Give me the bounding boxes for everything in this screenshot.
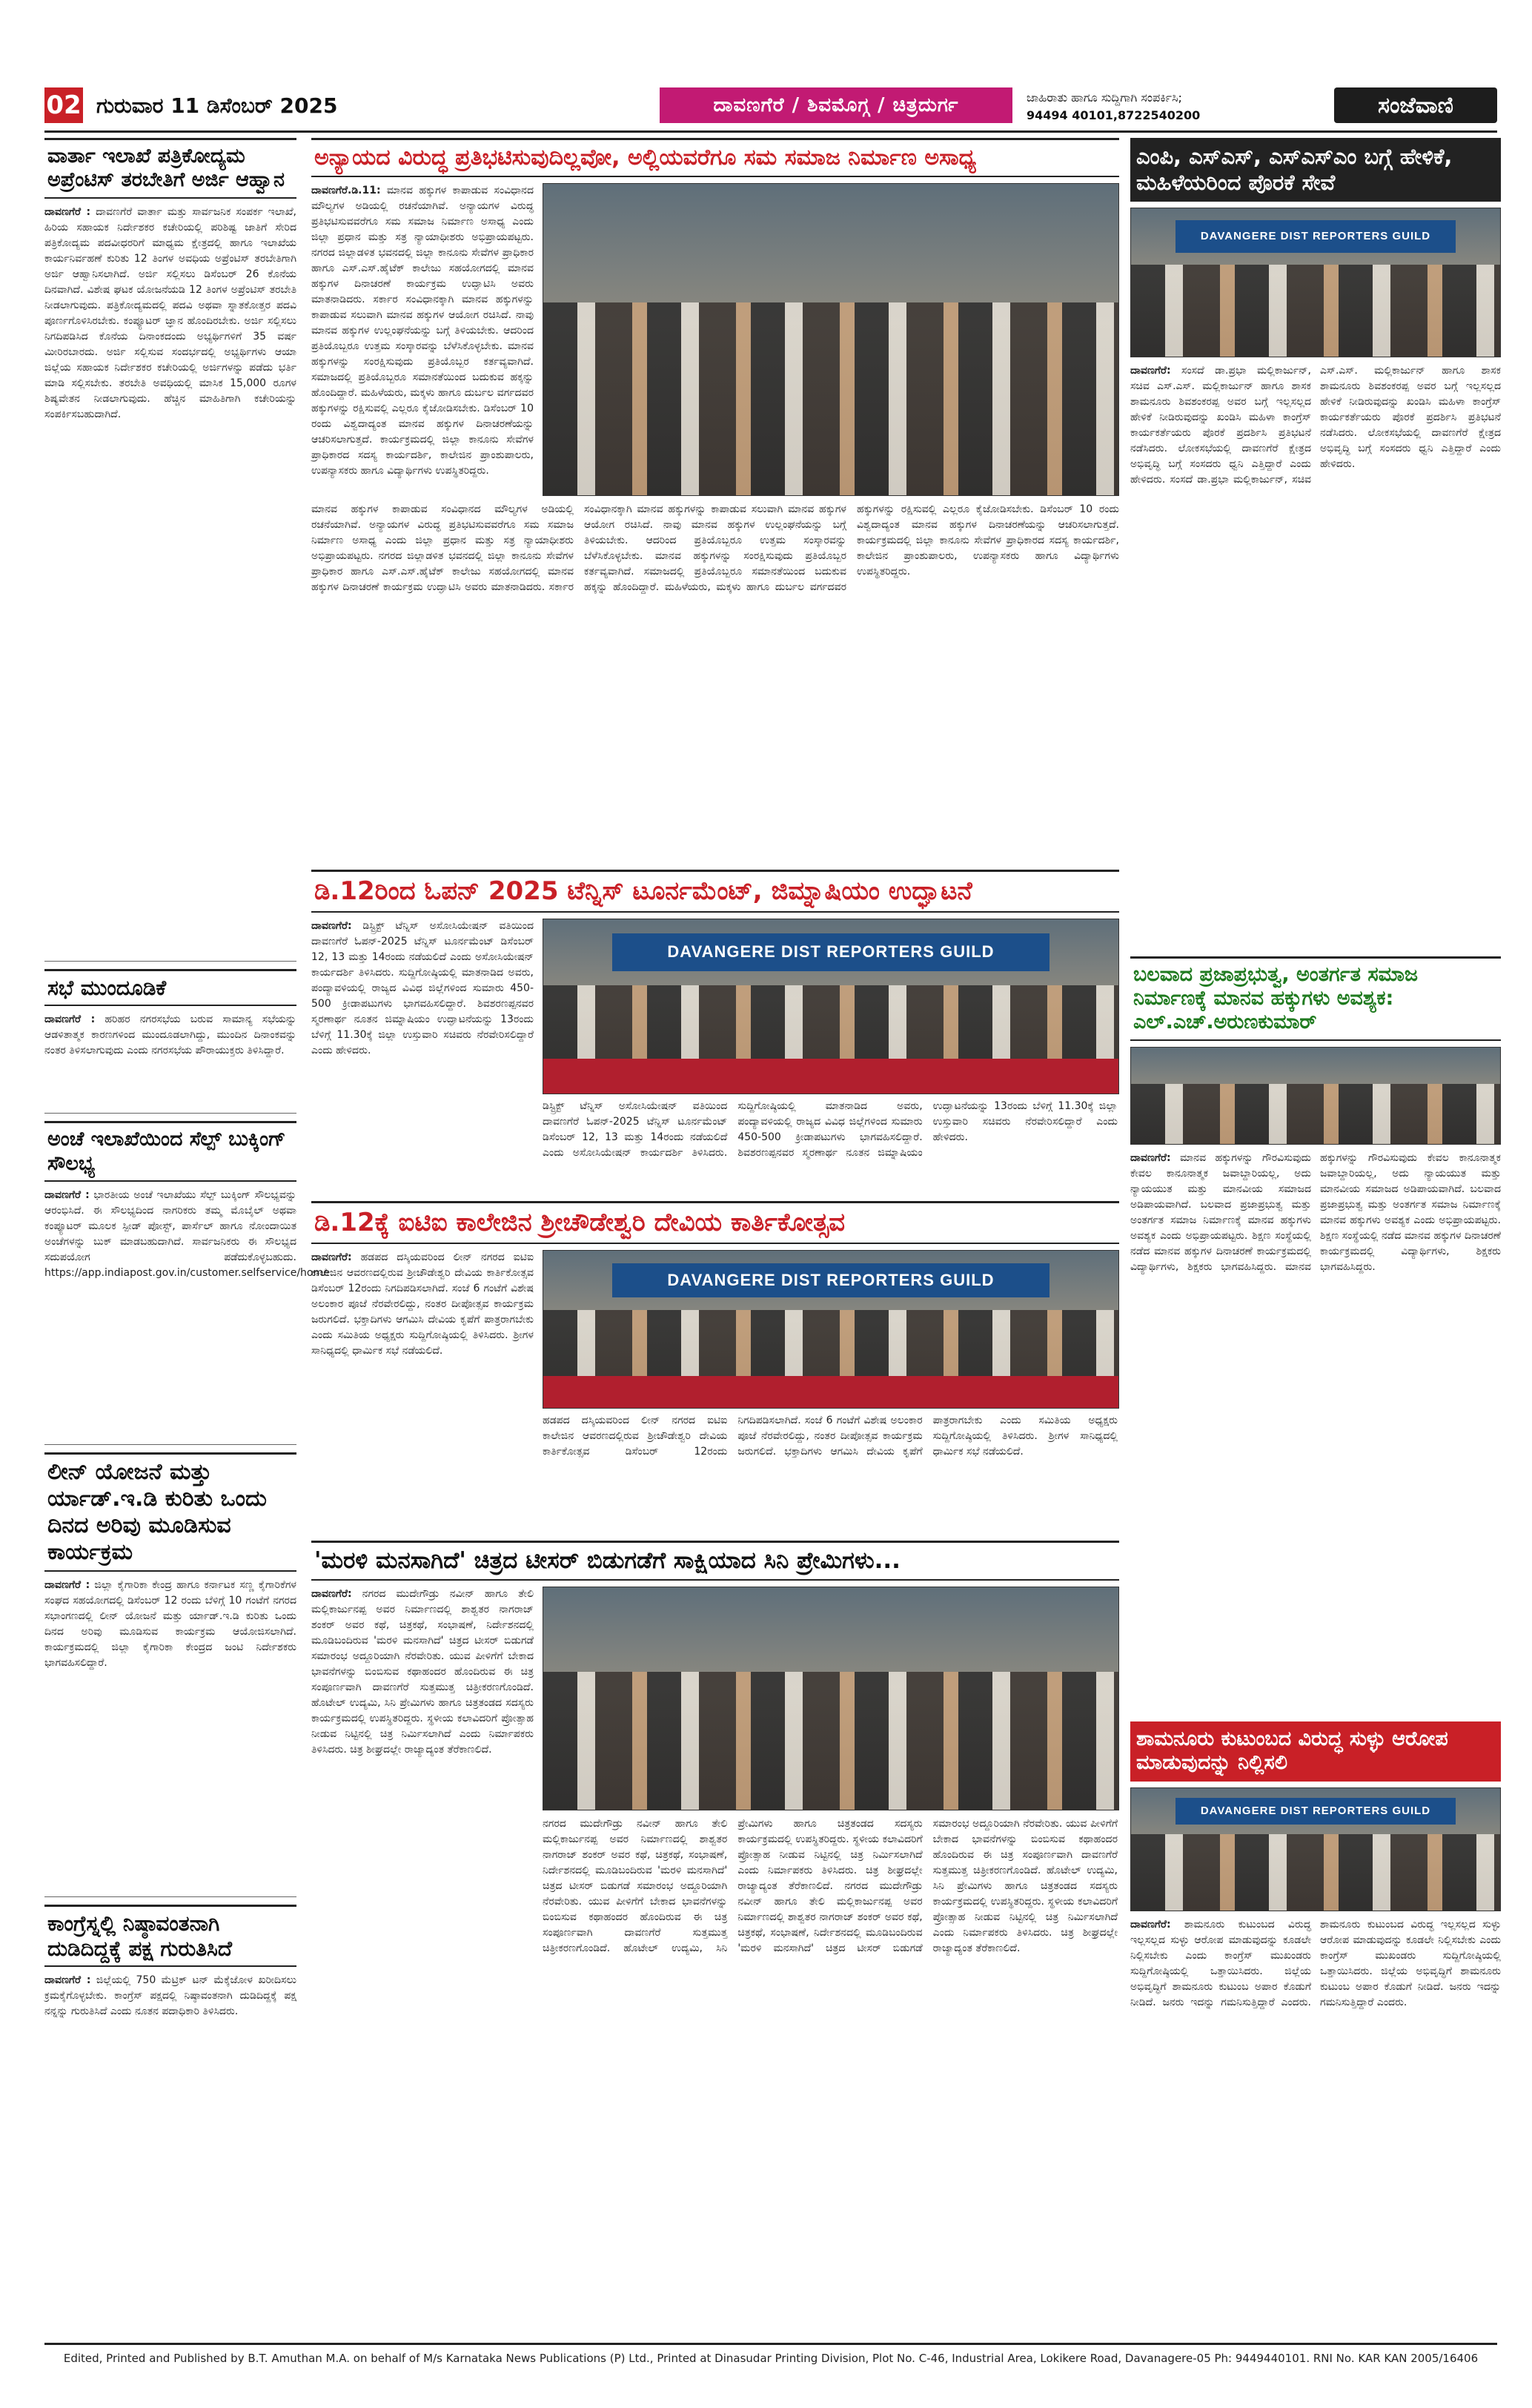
story-body (543, 1816, 1118, 2223)
story-headline: ಎಂಪಿ, ಎಸ್‌ಎಸ್, ಎಸ್‌ಎಸ್‌ಎಂ ಬಗ್ಗೆ ಹೇಳಿಕೆ, ಮಹಿಳೆಯರಿಂದ ಪೊರಕೆ ಸೇವೆ (1130, 138, 1501, 202)
story-film (311, 1587, 1119, 2224)
dateline: ದಾವಣಗೆರೆ: (1130, 1918, 1171, 1931)
ad-contact-phone: 94494 40101,8722540200 (1027, 108, 1201, 122)
story-text: ಮಾನವ ಹಕ್ಕುಗಳ ಕಾಪಾಡುವ ಸಂವಿಧಾನದ ಮೌಲ್ಯಗಳ ಅಡಿಯಲ್ಲಿ ರಚನೆಯಾಗಿವೆ. ಅನ್ಯಾಯಗಳ ವಿರುದ್ಧ ಪ್ರತಿಭಟಿಸುವವರೆಗೂ ಸಮ ಸಮಾಜ ನಿರ್ಮಾಣ ಅಸಾಧ್ಯ ಎಂದು ಜಿಲ್ಲಾ ಪ್ರಧಾನ ಮತ್ತು ಸತ್ರ ನ್ಯಾಯಾಧೀಶರು ಅಭಿಪ್ರಾಯಪಟ್ಟರು. ನಗರದ ಜಿಲ್ಲಾಡಳಿತ ಭವನದಲ್ಲಿ ಜಿಲ್ಲಾ ಕಾನೂನು ಸೇವೆಗಳ ಪ್ರಾಧಿಕಾರ ಹಾಗೂ ಎಸ್.ಎಸ್.ಹೈಟೆಕ್ ಕಾಲೇಜು ಸಹಯೋಗದಲ್ಲಿ ಮಾನವ ಹಕ್ಕುಗಳ ದಿನಾಚರಣೆ ಕಾರ್ಯಕ್ರಮ ಉದ್ಘಾಟಿಸಿ ಅವರು ಮಾತನಾಡಿದರು. ಸರ್ಕಾರ ಸಂವಿಧಾನಕ್ಕಾಗಿ ಮಾನವ ಹಕ್ಕುಗಳನ್ನು ಕಾಪಾಡುವ ಸಲುವಾಗಿ ಮಾನವ ಹಕ್ಕುಗಳ ಆಯೋಗ ರಚಿಸಿದೆ. ನಾವು ಮಾನವ ಹಕ್ಕುಗಳ ಉಲ್ಲಂಘನೆಯನ್ನು ಬಗ್ಗೆ ತಿಳಿಯಬೇಕು. ಆದರಿಂದ ಪ್ರತಿಯೊಬ್ಬರೂ ಉತ್ತಮ ಸಂಸ್ಕಾರವನ್ನು ಬೆಳೆಸಿಕೊಳ್ಳಬೇಕು. ಮಾನವ ಹಕ್ಕುಗಳನ್ನು ಸಂರಕ್ಷಿಸುವುದು ಪ್ರತಿಯೊಬ್ಬರ ಕರ್ತವ್ಯವಾಗಿದೆ. ಸಮಾಜದಲ್ಲಿ ಪ್ರತಿಯೊಬ್ಬರೂ ಸಮಾನತೆಯಿಂದ ಬದುಕುವ ಹಕ್ಕನ್ನು ಹೊಂದಿದ್ದಾರೆ. ಮಹಿಳೆಯರು, ಮಕ್ಕಳು ಹಾಗೂ ದುರ್ಬಲ ವರ್ಗದವರ ಹಕ್ಕುಗಳನ್ನು ರಕ್ಷಿಸುವಲ್ಲಿ ಎಲ್ಲರೂ ಕೈಜೋಡಿಸಬೇಕು. ಡಿಸೆಂಬರ್ 10 ರಂದು ವಿಶ್ವದಾದ್ಯಂತ ಮಾನವ ಹಕ್ಕುಗಳ ದಿನಾಚರಣೆಯನ್ನು ಆಚರಿಸಲಾಗುತ್ತದೆ. ಕಾರ್ಯಕ್ರಮದಲ್ಲಿ ಜಿಲ್ಲಾ ಕಾನೂನು ಸೇವೆಗಳ ಪ್ರಾಧಿಕಾರದ ಸದಸ್ಯ ಕಾರ್ಯದರ್ಶಿ, ಕಾಲೇಜಿನ ಪ್ರಾಂಶುಪಾಲರು, ಉಪನ್ಯಾಸಕರು ಹಾಗೂ ವಿದ್ಯಾರ್ಥಿಗಳು ಉಪಸ್ಥಿತರಿದ್ದರು. (311, 503, 1119, 593)
story-body (1130, 363, 1501, 949)
photo-banner: DAVANGERE DIST REPORTERS GUILD (612, 933, 1049, 972)
story-body (543, 1099, 1118, 1194)
people-group (1131, 1084, 1500, 1144)
dateline: ದಾವಣಗೆರೆ.ಡಿ.11: (311, 185, 381, 196)
dateline: ದಾವಣಗೆರೆ: (311, 1251, 352, 1263)
story-body (311, 919, 534, 1193)
story-body (311, 1587, 534, 2224)
region-banner: ದಾವಣಗೆರೆ / ಶಿವಮೊಗ್ಗ / ಚಿತ್ರದುರ್ಗ (660, 87, 1012, 123)
story-photo (1130, 1047, 1501, 1145)
story-text: ಡಿಸ್ಟ್ರಿಕ್ಟ್ ಟೆನ್ನಿಸ್ ಅಸೋಸಿಯೇಷನ್ ವತಿಯಿಂದ ದಾವಣಗೆರೆ ಓಪನ್-2025 ಟೆನ್ನಿಸ್ ಟೂರ್ನಮೆಂಟ್ ಡಿಸೆಂಬರ್ 12, 13 ಮತ್ತು 14ರಂದು ನಡೆಯಲಿದೆ ಎಂದು ಅಸೋಸಿಯೇಷನ್ ಕಾರ್ಯದರ್ಶಿ ತಿಳಿಸಿದರು. ಸುದ್ದಿಗೋಷ್ಠಿಯಲ್ಲಿ ಮಾತನಾಡಿದ ಅವರು, ಪಂದ್ಯಾವಳಿಯಲ್ಲಿ ರಾಜ್ಯದ ವಿವಿಧ ಜಿಲ್ಲೆಗಳಿಂದ ಸುಮಾರು 450-500 ಕ್ರೀಡಾಪಟುಗಳು ಭಾಗವಹಿಸಲಿದ್ದಾರೆ. ಶಿವಶರಣಪ್ಪನವರ ಸ್ಮರಣಾರ್ಥ ನೂತನ ಜಿಮ್ನಾಷಿಯಂ ಉದ್ಘಾಟನೆಯನ್ನು 13ರಂದು ಬೆಳಿಗ್ಗೆ 11.30ಕ್ಕೆ ಜಿಲ್ಲಾ ಉಸ್ತುವಾರಿ ಸಚಿವರು ನೆರವೇರಿಸಲಿದ್ದಾರೆ ಎಂದು ಹೇಳಿದರು. (543, 1099, 1118, 1159)
story-headline: ವಾರ್ತಾ ಇಲಾಖೆ ಪತ್ರಿಕೋದ್ಯಮ ಅಪ್ರೆಂಟಿಸ್ ತರಬೇತಿಗೆ ಅರ್ಜಿ ಆಹ್ವಾನ (44, 138, 296, 199)
story-headline: ಕಾಂಗ್ರೆಸ್ನಲ್ಲಿ ನಿಷ್ಠಾವಂತನಾಗಿ ದುಡಿದಿದ್ದಕ್ಕೆ ಪಕ್ಷ ಗುರುತಿಸಿದೆ (44, 1905, 296, 1967)
story-text: ಮಾನವ ಹಕ್ಕುಗಳ ಕಾಪಾಡುವ ಸಂವಿಧಾನದ ಮೌಲ್ಯಗಳ ಅಡಿಯಲ್ಲಿ ರಚನೆಯಾಗಿವೆ. ಅನ್ಯಾಯಗಳ ವಿರುದ್ಧ ಪ್ರತಿಭಟಿಸುವವರೆಗೂ ಸಮ ಸಮಾಜ ನಿರ್ಮಾಣ ಅಸಾಧ್ಯ ಎಂದು ಜಿಲ್ಲಾ ಪ್ರಧಾನ ಮತ್ತು ಸತ್ರ ನ್ಯಾಯಾಧೀಶರು ಅಭಿಪ್ರಾಯಪಟ್ಟರು. ನಗರದ ಜಿಲ್ಲಾಡಳಿತ ಭವನದಲ್ಲಿ ಜಿಲ್ಲಾ ಕಾನೂನು ಸೇವೆಗಳ ಪ್ರಾಧಿಕಾರ ಹಾಗೂ ಎಸ್.ಎಸ್.ಹೈಟೆಕ್ ಕಾಲೇಜು ಸಹಯೋಗದಲ್ಲಿ ಮಾನವ ಹಕ್ಕುಗಳ ದಿನಾಚರಣೆ ಕಾರ್ಯಕ್ರಮ ಉದ್ಘಾಟಿಸಿ ಅವರು ಮಾತನಾಡಿದರು. ಸರ್ಕಾರ ಸಂವಿಧಾನಕ್ಕಾಗಿ ಮಾನವ ಹಕ್ಕುಗಳನ್ನು ಕಾಪಾಡುವ ಸಲುವಾಗಿ ಮಾನವ ಹಕ್ಕುಗಳ ಆಯೋಗ ರಚಿಸಿದೆ. ನಾವು ಮಾನವ ಹಕ್ಕುಗಳ ಉಲ್ಲಂಘನೆಯನ್ನು ಬಗ್ಗೆ ತಿಳಿಯಬೇಕು. ಆದರಿಂದ ಪ್ರತಿಯೊಬ್ಬರೂ ಉತ್ತಮ ಸಂಸ್ಕಾರವನ್ನು ಬೆಳೆಸಿಕೊಳ್ಳಬೇಕು. ಮಾನವ ಹಕ್ಕುಗಳನ್ನು ಸಂರಕ್ಷಿಸುವುದು ಪ್ರತಿಯೊಬ್ಬರ ಕರ್ತವ್ಯವಾಗಿದೆ. ಸಮಾಜದಲ್ಲಿ ಪ್ರತಿಯೊಬ್ಬರೂ ಸಮಾನತೆಯಿಂದ ಬದುಕುವ ಹಕ್ಕನ್ನು ಹೊಂದಿದ್ದಾರೆ. ಮಹಿಳೆಯರು, ಮಕ್ಕಳು ಹಾಗೂ ದುರ್ಬಲ ವರ್ಗದವರ ಹಕ್ಕುಗಳನ್ನು ರಕ್ಷಿಸುವಲ್ಲಿ ಎಲ್ಲರೂ ಕೈಜೋಡಿಸಬೇಕು. ಡಿಸೆಂಬರ್ 10 ರಂದು ವಿಶ್ವದಾದ್ಯಂತ ಮಾನವ ಹಕ್ಕುಗಳ ದಿನಾಚರಣೆಯನ್ನು ಆಚರಿಸಲಾಗುತ್ತದೆ. ಕಾರ್ಯಕ್ರಮದಲ್ಲಿ ಜಿಲ್ಲಾ ಕಾನೂನು ಸೇವೆಗಳ ಪ್ರಾಧಿಕಾರದ ಸದಸ್ಯ ಕಾರ್ಯದರ್ಶಿ, ಕಾಲೇಜಿನ ಪ್ರಾಂಶುಪಾಲರು, ಉಪನ್ಯಾಸಕರು ಹಾಗೂ ವಿದ್ಯಾರ್ಥಿಗಳು ಉಪಸ್ಥಿತರಿದ್ದರು. (311, 185, 534, 477)
photo-banner: DAVANGERE DIST REPORTERS GUILD (1175, 1798, 1456, 1825)
story-photo (543, 1587, 1119, 1810)
story-body (44, 1973, 296, 2188)
story-text: ಸಂಸದೆ ಡಾ.ಪ್ರಭಾ ಮಲ್ಲಿಕಾರ್ಜುನ್, ಸಚಿವ ಎಸ್.ಎಸ್. ಮಲ್ಲಿಕಾರ್ಜುನ್ ಹಾಗೂ ಶಾಸಕ ಶಾಮನೂರು ಶಿವಶಂಕರಪ್ಪ ಅವರ ಬಗ್ಗೆ ಇಲ್ಲಸಲ್ಲದ ಹೇಳಿಕೆ ನೀಡಿರುವುದನ್ನು ಖಂಡಿಸಿ ಮಹಿಳಾ ಕಾಂಗ್ರೆಸ್ ಕಾರ್ಯಕರ್ತೆಯರು ಪೊರಕೆ ಪ್ರದರ್ಶಿಸಿ ಪ್ರತಿಭಟನೆ ನಡೆಸಿದರು. ಲೋಕಸಭೆಯಲ್ಲಿ ದಾವಣಗೆರೆ ಕ್ಷೇತ್ರದ ಅಭಿವೃದ್ಧಿ ಬಗ್ಗೆ ಸಂಸದರು ಧ್ವನಿ ಎತ್ತಿದ್ದಾರೆ ಎಂದು ಹೇಳಿದರು. (1130, 364, 1311, 486)
story-karthikotsava (311, 1250, 1119, 1533)
dateline: ದಾವಣಗೆರೆ : (44, 1189, 90, 1202)
story-body (44, 1578, 296, 1889)
story-body (44, 1012, 296, 1105)
dateline: ದಾವಣಗೆರೆ: (1130, 1151, 1171, 1164)
story-headline: ಡಿ.12ಕ್ಕೆ ಐಟಿಐ ಕಾಲೇಜಿನ ಶ್ರೀಚೌಡೇಶ್ವರಿ ದೇವಿಯ ಕಾರ್ತಿಕೋತ್ಸವ (311, 1201, 1119, 1244)
story-body (543, 1413, 1118, 1533)
divider (44, 1896, 296, 1897)
story-text: ಜಿಲ್ಲೆಯಲ್ಲಿ 750 ಮೆಟ್ರಿಕ್ ಟನ್ ಮೆಕ್ಕೆಜೋಳ ಖರೀದಿಸಲು ಕ್ರಮಕೈಗೊಳ್ಳಬೇಕು. ಕಾಂಗ್ರೆಸ್ ಪಕ್ಷದಲ್ಲಿ ನಿಷ್ಠಾವಂತನಾಗಿ ದುಡಿದಿದ್ದಕ್ಕೆ ಪಕ್ಷ ನನ್ನನ್ನು ಗುರುತಿಸಿದೆ ಎಂದು ನೂತನ ಪದಾಧಿಕಾರಿ ತಿಳಿಸಿದರು. (44, 1974, 297, 2018)
dateline: ದಾವಣಗೆರೆ: (311, 1587, 352, 1600)
story-text: ನಗರದ ಮುದೇಗೌಡ್ರು ನವೀನ್ ಹಾಗೂ ತೇಲಿ ಮಲ್ಲಿಕಾರ್ಜುನಪ್ಪ ಅವರ ನಿರ್ಮಾಣದಲ್ಲಿ ಶಾಶ್ವತರ ನಾಗರಾಜ್ ಶಂಕರ್ ಅವರ ಕಥೆ, ಚಿತ್ರಕಥೆ, ಸಂಭಾಷಣೆ, ನಿರ್ದೇಶನದಲ್ಲಿ ಮೂಡಿಬಂದಿರುವ 'ಮರಳಿ ಮನಸಾಗಿದೆ' ಚಿತ್ರದ ಟೀಸರ್ ಬಿಡುಗಡೆ ಸಮಾರಂಭ ಅದ್ದೂರಿಯಾಗಿ ನೆರವೇರಿತು. ಯುವ ಪೀಳಿಗೆಗೆ ಬೇಕಾದ ಭಾವನೆಗಳನ್ನು ಬಿಂಬಿಸುವ ಕಥಾಹಂದರ ಹೊಂದಿರುವ ಈ ಚಿತ್ರ ಸಂಪೂರ್ಣವಾಗಿ ದಾವಣಗೆರೆ ಸುತ್ತಮುತ್ತ ಚಿತ್ರೀಕರಣಗೊಂಡಿದೆ. ಹೊಟೇಲ್ ಉದ್ಯಮಿ, ಸಿನಿ ಪ್ರೇಮಿಗಳು ಹಾಗೂ ಚಿತ್ರತಂಡದ ಸದಸ್ಯರು ಕಾರ್ಯಕ್ರಮದಲ್ಲಿ ಉಪಸ್ಥಿತರಿದ್ದರು. ಸ್ಥಳೀಯ ಕಲಾವಿದರಿಗೆ ಪ್ರೋತ್ಸಾಹ ನೀಡುವ ನಿಟ್ಟಿನಲ್ಲಿ ಚಿತ್ರ ನಿರ್ಮಿಸಲಾಗಿದೆ ಎಂದು ನಿರ್ಮಾಪಕರು ತಿಳಿಸಿದರು. ಚಿತ್ರ ಶೀಘ್ರದಲ್ಲೇ ರಾಜ್ಯಾದ್ಯಂತ ತೆರೆಕಾಣಲಿದೆ. (311, 1587, 534, 1756)
ad-contact-label: ಜಾಹಿರಾತು ಹಾಗೂ ಸುದ್ದಿಗಾಗಿ ಸಂಪರ್ಕಿಸಿ; (1027, 90, 1182, 105)
story-tennis (311, 919, 1119, 1194)
people-group (543, 302, 1118, 495)
dateline: ದಾವಣಗೆರೆ : (44, 205, 91, 218)
lead-story (311, 183, 1119, 496)
divider (44, 1444, 296, 1445)
photo-and-text (543, 1587, 1118, 2224)
table-cloth (543, 1376, 1118, 1407)
story-body-continued (311, 502, 1119, 862)
story-text: ಹರಿಹರ ನಗರಸಭೆಯ ಬರುವ ಸಾಮಾನ್ಯ ಸಭೆಯನ್ನು ಆಡಳಿತಾತ್ಮಕ ಕಾರಣಗಳಿಂದ ಮುಂದೂಡಲಾಗಿದ್ದು, ಮುಂದಿನ ದಿನಾಂಕವನ್ನು ನಂತರ ತಿಳಿಸಲಾಗುವುದು ಎಂದು ನಗರಸಭೆಯ ಪೌರಾಯುಕ್ತರು ತಿಳಿಸಿದ್ದಾರೆ. (44, 1013, 296, 1057)
ad-contact (1027, 89, 1200, 125)
story-photo (1130, 208, 1501, 357)
left-column (44, 138, 330, 2188)
photo-and-text (543, 1250, 1118, 1533)
table-cloth (543, 1059, 1118, 1094)
story-body (1130, 1917, 1501, 2318)
newspaper-logo: ಸಂಜೆವಾಣಿ (1334, 87, 1497, 123)
story-text: ಹಡಪದ ದಸ್ಕಿಯವರಿಂದ ಲೀನ್ ನಗರದ ಐಟಿಐ ಕಾಲೇಜಿನ ಆವರಣದಲ್ಲಿರುವ ಶ್ರೀಚೌಡೇಶ್ವರಿ ದೇವಿಯ ಕಾರ್ತಿಕೋತ್ಸವ ಡಿಸೆಂಬರ್ 12ರಂದು ನಿಗದಿಪಡಿಸಲಾಗಿದೆ. ಸಂಜೆ 6 ಗಂಟೆಗೆ ವಿಶೇಷ ಅಲಂಕಾರ ಪೂಜೆ ನೆರವೇರಲಿದ್ದು, ನಂತರ ದೀಪೋತ್ಸವ ಕಾರ್ಯಕ್ರಮ ಜರುಗಲಿದೆ. ಭಕ್ತಾದಿಗಳು ಆಗಮಿಸಿ ದೇವಿಯ ಕೃಪೆಗೆ ಪಾತ್ರರಾಗಬೇಕು ಎಂದು ಸಮಿತಿಯ ಅಧ್ಯಕ್ಷರು ಸುದ್ದಿಗೋಷ್ಠಿಯಲ್ಲಿ ತಿಳಿಸಿದರು. ಶ್ರೀಗಳ ಸಾನಿಧ್ಯದಲ್ಲಿ ಧಾರ್ಮಿಕ ಸಭೆ ನಡೆಯಲಿದೆ. (311, 1251, 534, 1357)
story-body (44, 1188, 330, 1437)
photo-banner: DAVANGERE DIST REPORTERS GUILD (1175, 220, 1456, 253)
story-text: ನಗರದ ಮುದೇಗೌಡ್ರು ನವೀನ್ ಹಾಗೂ ತೇಲಿ ಮಲ್ಲಿಕಾರ್ಜುನಪ್ಪ ಅವರ ನಿರ್ಮಾಣದಲ್ಲಿ ಶಾಶ್ವತರ ನಾಗರಾಜ್ ಶಂಕರ್ ಅವರ ಕಥೆ, ಚಿತ್ರಕಥೆ, ಸಂಭಾಷಣೆ, ನಿರ್ದೇಶನದಲ್ಲಿ ಮೂಡಿಬಂದಿರುವ 'ಮರಳಿ ಮನಸಾಗಿದೆ' ಚಿತ್ರದ ಟೀಸರ್ ಬಿಡುಗಡೆ ಸಮಾರಂಭ ಅದ್ದೂರಿಯಾಗಿ ನೆರವೇರಿತು. ಯುವ ಪೀಳಿಗೆಗೆ ಬೇಕಾದ ಭಾವನೆಗಳನ್ನು ಬಿಂಬಿಸುವ ಕಥಾಹಂದರ ಹೊಂದಿರುವ ಈ ಚಿತ್ರ ಸಂಪೂರ್ಣವಾಗಿ ದಾವಣಗೆರೆ ಸುತ್ತಮುತ್ತ ಚಿತ್ರೀಕರಣಗೊಂಡಿದೆ. ಹೊಟೇಲ್ ಉದ್ಯಮಿ, ಸಿನಿ ಪ್ರೇಮಿಗಳು ಹಾಗೂ ಚಿತ್ರತಂಡದ ಸದಸ್ಯರು ಕಾರ್ಯಕ್ರಮದಲ್ಲಿ ಉಪಸ್ಥಿತರಿದ್ದರು. ಸ್ಥಳೀಯ ಕಲಾವಿದರಿಗೆ ಪ್ರೋತ್ಸಾಹ ನೀಡುವ ನಿಟ್ಟಿನಲ್ಲಿ ಚಿತ್ರ ನಿರ್ಮಿಸಲಾಗಿದೆ ಎಂದು ನಿರ್ಮಾಪಕರು ತಿಳಿಸಿದರು. ಚಿತ್ರ ಶೀಘ್ರದಲ್ಲೇ ರಾಜ್ಯಾದ್ಯಂತ ತೆರೆಕಾಣಲಿದೆ. (737, 1817, 1118, 1954)
lead-photo (543, 183, 1119, 496)
lead-headline: ಅನ್ಯಾಯದ ವಿರುದ್ಧ ಪ್ರತಿಭಟಿಸುವುದಿಲ್ಲವೋ, ಅಲ್ಲಿಯವರೆಗೂ ಸಮ ಸಮಾಜ ನಿರ್ಮಾಣ ಅಸಾಧ್ಯ (311, 138, 1119, 177)
story-text: ಡಿಸ್ಟ್ರಿಕ್ಟ್ ಟೆನ್ನಿಸ್ ಅಸೋಸಿಯೇಷನ್ ವತಿಯಿಂದ ದಾವಣಗೆರೆ ಓಪನ್-2025 ಟೆನ್ನಿಸ್ ಟೂರ್ನಮೆಂಟ್ ಡಿಸೆಂಬರ್ 12, 13 ಮತ್ತು 14ರಂದು ನಡೆಯಲಿದೆ ಎಂದು ಅಸೋಸಿಯೇಷನ್ ಕಾರ್ಯದರ್ಶಿ ತಿಳಿಸಿದರು. ಸುದ್ದಿಗೋಷ್ಠಿಯಲ್ಲಿ ಮಾತನಾಡಿದ ಅವರು, ಪಂದ್ಯಾವಳಿಯಲ್ಲಿ ರಾಜ್ಯದ ವಿವಿಧ ಜಿಲ್ಲೆಗಳಿಂದ ಸುಮಾರು 450-500 ಕ್ರೀಡಾಪಟುಗಳು ಭಾಗವಹಿಸಲಿದ್ದಾರೆ. ಶಿವಶರಣಪ್ಪನವರ ಸ್ಮರಣಾರ್ಥ ನೂತನ ಜಿಮ್ನಾಷಿಯಂ ಉದ್ಘಾಟನೆಯನ್ನು 13ರಂದು ಬೆಳಿಗ್ಗೆ 11.30ಕ್ಕೆ ಜಿಲ್ಲಾ ಉಸ್ತುವಾರಿ ಸಚಿವರು ನೆರವೇರಿಸಲಿದ್ದಾರೆ ಎಂದು ಹೇಳಿದರು. (311, 919, 534, 1056)
story-headline: 'ಮರಳಿ ಮನಸಾಗಿದೆ' ಚಿತ್ರದ ಟೀಸರ್ ಬಿಡುಗಡೆಗೆ ಸಾಕ್ಷಿಯಾದ ಸಿನಿ ಪ್ರೇಮಿಗಳು... (311, 1541, 1119, 1581)
story-photo (1130, 1787, 1501, 1911)
photo-banner: DAVANGERE DIST REPORTERS GUILD (612, 1263, 1049, 1298)
story-body (311, 183, 534, 494)
people-group (1131, 1834, 1500, 1910)
story-headline: ಸಭೆ ಮುಂದೂಡಿಕೆ (44, 969, 296, 1007)
story-headline: ಲೀನ್ ಯೋಜನೆ ಮತ್ತು ರ್ಯಾಡ್.ಇ.ಡಿ ಕುರಿತು ಒಂದು ದಿನದ ಅರಿವು ಮೂಡಿಸುವ ಕಾರ್ಯಕ್ರಮ (44, 1452, 296, 1572)
masthead (44, 87, 1497, 126)
story-text: ನಗರದ ಮುದೇಗೌಡ್ರು ನವೀನ್ ಹಾಗೂ ತೇಲಿ ಮಲ್ಲಿಕಾರ್ಜುನಪ್ಪ ಅವರ ನಿರ್ಮಾಣದಲ್ಲಿ ಶಾಶ್ವತರ ನಾಗರಾಜ್ ಶಂಕರ್ ಅವರ ಕಥೆ, ಚಿತ್ರಕಥೆ, ಸಂಭಾಷಣೆ, ನಿರ್ದೇಶನದಲ್ಲಿ ಮೂಡಿಬಂದಿರುವ 'ಮರಳಿ ಮನಸಾಗಿದೆ' ಚಿತ್ರದ ಟೀಸರ್ ಬಿಡುಗಡೆ ಸಮಾರಂಭ ಅದ್ದೂರಿಯಾಗಿ ನೆರವೇರಿತು. ಯುವ ಪೀಳಿಗೆಗೆ ಬೇಕಾದ ಭಾವನೆಗಳನ್ನು ಬಿಂಬಿಸುವ ಕಥಾಹಂದರ ಹೊಂದಿರುವ ಈ ಚಿತ್ರ ಸಂಪೂರ್ಣವಾಗಿ ದಾವಣಗೆರೆ ಸುತ್ತಮುತ್ತ ಚಿತ್ರೀಕರಣಗೊಂಡಿದೆ. ಹೊಟೇಲ್ ಉದ್ಯಮಿ, ಸಿನಿ ಪ್ರೇಮಿಗಳು ಹಾಗೂ ಚಿತ್ರತಂಡದ ಸದಸ್ಯರು ಕಾರ್ಯಕ್ರಮದಲ್ಲಿ ಉಪಸ್ಥಿತರಿದ್ದರು. ಸ್ಥಳೀಯ ಕಲಾವಿದರಿಗೆ ಪ್ರೋತ್ಸಾಹ ನೀಡುವ ನಿಟ್ಟಿನಲ್ಲಿ ಚಿತ್ರ ನಿರ್ಮಿಸಲಾಗಿದೆ ಎಂದು ನಿರ್ಮಾಪಕರು ತಿಳಿಸಿದರು. ಚಿತ್ರ ಶೀಘ್ರದಲ್ಲೇ ರಾಜ್ಯಾದ್ಯಂತ ತೆರೆಕಾಣಲಿದೆ. (543, 1817, 923, 1954)
dateline: ದಾವಣಗೆರೆ : (44, 1013, 96, 1026)
story-photo (543, 919, 1119, 1094)
story-body (44, 205, 296, 953)
story-text: ಮಾನವ ಹಕ್ಕುಗಳನ್ನು ಗೌರವಿಸುವುದು ಕೇವಲ ಕಾನೂನಾತ್ಮಕ ಜವಾಬ್ದಾರಿಯಲ್ಲ, ಅದು ನ್ಯಾಯಯುತ ಮತ್ತು ಮಾನವೀಯ ಸಮಾಜದ ಅಡಿಪಾಯವಾಗಿದೆ. ಬಲವಾದ ಪ್ರಜಾಪ್ರಭುತ್ವ ಮತ್ತು ಅಂತರ್ಗತ ಸಮಾಜ ನಿರ್ಮಾಣಕ್ಕೆ ಮಾನವ ಹಕ್ಕುಗಳು ಅವಶ್ಯಕ ಎಂದು ಅಭಿಪ್ರಾಯಪಟ್ಟರು. ಶಿಕ್ಷಣ ಸಂಸ್ಥೆಯಲ್ಲಿ ನಡೆದ ಮಾನವ ಹಕ್ಕುಗಳ ದಿನಾಚರಣೆ ಕಾರ್ಯಕ್ರಮದಲ್ಲಿ ವಿದ್ಯಾರ್ಥಿಗಳು, ಶಿಕ್ಷಕರು ಭಾಗವಹಿಸಿದ್ದರು. (1284, 1151, 1501, 1273)
dateline: ದಾವಣಗೆರೆ : (44, 1579, 90, 1592)
story-headline: ಬಲವಾದ ಪ್ರಜಾಪ್ರಭುತ್ವ, ಅಂತರ್ಗತ ಸಮಾಜ ನಿರ್ಮಾಣಕ್ಕೆ ಮಾನವ ಹಕ್ಕುಗಳು ಅವಶ್ಯಕ: ಎಲ್.ಎಚ್.ಅರುಣಕುಮಾರ್ (1130, 956, 1501, 1041)
masthead-rule (44, 130, 1497, 133)
story-text: ಶಾಮನೂರು ಕುಟುಂಬದ ವಿರುದ್ಧ ಇಲ್ಲಸಲ್ಲದ ಸುಳ್ಳು ಆರೋಪ ಮಾಡುವುದನ್ನು ಕೂಡಲೇ ನಿಲ್ಲಿಸಬೇಕು ಎಂದು ಕಾಂಗ್ರೆಸ್ ಮುಖಂಡರು ಸುದ್ದಿಗೋಷ್ಠಿಯಲ್ಲಿ ಒತ್ತಾಯಿಸಿದರು. ಜಿಲ್ಲೆಯ ಅಭಿವೃದ್ಧಿಗೆ ಶಾಮನೂರು ಕುಟುಂಬ ಅಪಾರ ಕೊಡುಗೆ ನೀಡಿದೆ. ಜನರು ಇದನ್ನು ಗಮನಿಸುತ್ತಿದ್ದಾರೆ ಎಂದರು. (1130, 1918, 1311, 2008)
story-text: ಸಂಸದೆ ಡಾ.ಪ್ರಭಾ ಮಲ್ಲಿಕಾರ್ಜುನ್, ಸಚಿವ ಎಸ್.ಎಸ್. ಮಲ್ಲಿಕಾರ್ಜುನ್ ಹಾಗೂ ಶಾಸಕ ಶಾಮನೂರು ಶಿವಶಂಕರಪ್ಪ ಅವರ ಬಗ್ಗೆ ಇಲ್ಲಸಲ್ಲದ ಹೇಳಿಕೆ ನೀಡಿರುವುದನ್ನು ಖಂಡಿಸಿ ಮಹಿಳಾ ಕಾಂಗ್ರೆಸ್ ಕಾರ್ಯಕರ್ತೆಯರು ಪೊರಕೆ ಪ್ರದರ್ಶಿಸಿ ಪ್ರತಿಭಟನೆ ನಡೆಸಿದರು. ಲೋಕಸಭೆಯಲ್ಲಿ ದಾವಣಗೆರೆ ಕ್ಷೇತ್ರದ ಅಭಿವೃದ್ಧಿ ಬಗ್ಗೆ ಸಂಸದರು ಧ್ವನಿ ಎತ್ತಿದ್ದಾರೆ ಎಂದು ಹೇಳಿದರು. (1170, 364, 1501, 486)
story-text: ಶಾಮನೂರು ಕುಟುಂಬದ ವಿರುದ್ಧ ಇಲ್ಲಸಲ್ಲದ ಸುಳ್ಳು ಆರೋಪ ಮಾಡುವುದನ್ನು ಕೂಡಲೇ ನಿಲ್ಲಿಸಬೇಕು ಎಂದು ಕಾಂಗ್ರೆಸ್ ಮುಖಂಡರು ಸುದ್ದಿಗೋಷ್ಠಿಯಲ್ಲಿ ಒತ್ತಾಯಿಸಿದರು. ಜಿಲ್ಲೆಯ ಅಭಿವೃದ್ಧಿಗೆ ಶಾಮನೂರು ಕುಟುಂಬ ಅಪಾರ ಕೊಡುಗೆ ನೀಡಿದೆ. ಜನರು ಇದನ್ನು ಗಮನಿಸುತ್ತಿದ್ದಾರೆ ಎಂದರು. (1320, 1918, 1501, 2008)
main-column (311, 138, 1119, 2224)
page-number: 02 (44, 87, 83, 123)
people-group (1131, 265, 1500, 357)
story-body (1130, 1151, 1501, 1714)
dateline: ದಾವಣಗೆರೆ: (311, 919, 352, 932)
issue-date: ಗುರುವಾರ 11 ಡಿಸೆಂಬರ್ 2025 (96, 93, 338, 118)
divider (44, 1113, 296, 1114)
story-text: ಹಡಪದ ದಸ್ಕಿಯವರಿಂದ ಲೀನ್ ನಗರದ ಐಟಿಐ ಕಾಲೇಜಿನ ಆವರಣದಲ್ಲಿರುವ ಶ್ರೀಚೌಡೇಶ್ವರಿ ದೇವಿಯ ಕಾರ್ತಿಕೋತ್ಸವ ಡಿಸೆಂಬರ್ 12ರಂದು ನಿಗದಿಪಡಿಸಲಾಗಿದೆ. ಸಂಜೆ 6 ಗಂಟೆಗೆ ವಿಶೇಷ ಅಲಂಕಾರ ಪೂಜೆ ನೆರವೇರಲಿದ್ದು, ನಂತರ ದೀಪೋತ್ಸವ ಕಾರ್ಯಕ್ರಮ ಜರುಗಲಿದೆ. ಭಕ್ತಾದಿಗಳು ಆಗಮಿಸಿ ದೇವಿಯ ಕೃಪೆಗೆ ಪಾತ್ರರಾಗಬೇಕು ಎಂದು ಸಮಿತಿಯ ಅಧ್ಯಕ್ಷರು ಸುದ್ದಿಗೋಷ್ಠಿಯಲ್ಲಿ ತಿಳಿಸಿದರು. ಶ್ರೀಗಳ ಸಾನಿಧ್ಯದಲ್ಲಿ ಧಾರ್ಮಿಕ ಸಭೆ ನಡೆಯಲಿದೆ. (543, 1414, 1118, 1458)
footer-rule (44, 2343, 1497, 2345)
dateline: ದಾವಣಗೆರೆ : (44, 1974, 91, 1987)
divider (44, 961, 296, 962)
story-headline: ಅಂಚೆ ಇಲಾಖೆಯಿಂದ ಸೆಲ್ಪ್ ಬುಕ್ಕಿಂಗ್ ಸೌಲಭ್ಯ (44, 1121, 296, 1182)
story-body (311, 1250, 534, 1533)
story-text: ಜಿಲ್ಲಾ ಕೈಗಾರಿಕಾ ಕೇಂದ್ರ ಹಾಗೂ ಕರ್ನಾಟಕ ಸಣ್ಣ ಕೈಗಾರಿಕೆಗಳ ಸಂಘದ ಸಹಯೋಗದಲ್ಲಿ ಡಿಸೆಂಬರ್ 12 ರಂದು ಬೆಳಿಗ್ಗೆ 10 ಗಂಟೆಗೆ ನಗರದ ಸಭಾಂಗಣದಲ್ಲಿ ಲೀನ್ ಯೋಜನೆ ಮತ್ತು ರ್ಯಾಡ್.ಇ.ಡಿ ಕುರಿತು ಒಂದು ದಿನದ ಅರಿವು ಮೂಡಿಸುವ ಕಾರ್ಯಕ್ರಮ ಆಯೋಜಿಸಲಾಗಿದೆ. ಕಾರ್ಯಕ್ರಮದಲ್ಲಿ ಜಿಲ್ಲಾ ಕೈಗಾರಿಕಾ ಕೇಂದ್ರದ ಜಂಟಿ ನಿರ್ದೇಶಕರು ಭಾಗವಹಿಸಲಿದ್ದಾರೆ. (44, 1579, 297, 1670)
story-headline: ಡಿ.12ರಿಂದ ಓಪನ್ 2025 ಟೆನ್ನಿಸ್ ಟೂರ್ನಮೆಂಟ್, ಜಿಮ್ನಾಷಿಯಂ ಉದ್ಘಾಟನೆ (311, 870, 1119, 913)
dateline: ದಾವಣಗೆರೆ: (1130, 364, 1171, 377)
story-text: ದಾವಣಗೆರೆ ವಾರ್ತಾ ಮತ್ತು ಸಾರ್ವಜನಿಕ ಸಂಪರ್ಕ ಇಲಾಖೆ, ಹಿರಿಯ ಸಹಾಯಕ ನಿರ್ದೇಶಕರ ಕಚೇರಿಯಲ್ಲಿ ಪರಿಶಿಷ್ಟ ಜಾತಿಗೆ ಸೇರಿದ ಪತ್ರಿಕೋದ್ಯಮ ಪದವೀಧರರಿಗೆ ಮಾಧ್ಯಮ ಕ್ಷೇತ್ರದಲ್ಲಿ ಹಾಗೂ ಇಲಾಖೆಯ ಕಾರ್ಯನಿರ್ವಹಣೆ ಕುರಿತು 12 ತಿಂಗಳ ಅವಧಿಯ ಅಪ್ರೆಂಟಿಸ್ ತರಬೇತಿಗಾಗಿ ಅರ್ಜಿ ಆಹ್ವಾನಿಸಲಾಗಿದೆ. ಅರ್ಜಿ ಸಲ್ಲಿಸಲು ಡಿಸೆಂಬರ್ 26 ಕೊನೆಯ ದಿನವಾಗಿದೆ. ವಿಶೇಷ ಘಟಕ ಯೋಜನೆಯಡಿ 12 ತಿಂಗಳ ಅಪ್ರೆಂಟಿಸ್ ತರಬೇತಿ ನೀಡಲಾಗುವುದು. ಪತ್ರಿಕೋದ್ಯಮದಲ್ಲಿ ಪದವಿ ಅಥವಾ ಸ್ನಾತಕೋತ್ತರ ಪದವಿ ಪೂರ್ಣಗೊಳಿಸಿರಬೇಕು. ಕಂಪ್ಯೂಟರ್ ಜ್ಞಾನ ಹೊಂದಿರಬೇಕು. ಅರ್ಜಿ ಸಲ್ಲಿಸಲು ನಿಗದಿಪಡಿಸಿದ ಕೊನೆಯ ದಿನಾಂಕದಂದು ಅಭ್ಯರ್ಥಿಗಳಿಗೆ 35 ವರ್ಷ ಮೀರಿರಬಾರದು. ಅರ್ಜಿ ಸಲ್ಲಿಸುವ ಸಂದರ್ಭದಲ್ಲಿ ಅಭ್ಯರ್ಥಿಗಳು ಆಯಾ ಜಿಲ್ಲೆಯ ಸಹಾಯಕ ನಿರ್ದೇಶಕರ ಕಚೇರಿಯಲ್ಲಿ ಅರ್ಜಿಗಳನ್ನು ಪಡೆದು ಭರ್ತಿ ಮಾಡಿ ಸಲ್ಲಿಸಬೇಕು. ತರಬೇತಿ ಅವಧಿಯಲ್ಲಿ ಮಾಸಿಕ 15,000 ರೂಗಳ ಶಿಷ್ಯವೇತನ ನೀಡಲಾಗುವುದು. ಹೆಚ್ಚಿನ ಮಾಹಿತಿಗಾಗಿ ಕಚೇರಿಯನ್ನು ಸಂಪರ್ಕಿಸಬಹುದಾಗಿದೆ. (44, 205, 296, 420)
story-text: ಭಾರತೀಯ ಅಂಚೆ ಇಲಾಖೆಯು ಸೆಲ್ಪ್ ಬುಕ್ಕಿಂಗ್ ಸೌಲಭ್ಯವನ್ನು ಆರಂಭಿಸಿದೆ. ಈ ಸೌಲಭ್ಯದಿಂದ ನಾಗರಿಕರು ತಮ್ಮ ಮೊಬೈಲ್ ಅಥವಾ ಕಂಪ್ಯೂಟರ್ ಮೂಲಕ ಸ್ಪೀಡ್ ಪೋಸ್ಟ್, ಪಾರ್ಸೆಲ್ ಹಾಗೂ ನೋಂದಾಯಿತ ಅಂಚೆಗಳನ್ನು ಬುಕ್ ಮಾಡಬಹುದಾಗಿದೆ. ಸಾರ್ವಜನಿಕರು ಈ ಸೌಲಭ್ಯದ ಸದುಪಯೋಗ ಪಡೆದುಕೊಳ್ಳಬಹುದು. https://app.indiapost.gov.in/customer.selfservice/home (44, 1189, 330, 1280)
story-headline: ಶಾಮನೂರು ಕುಟುಂಬದ ವಿರುದ್ಧ ಸುಳ್ಳು ಆರೋಪ ಮಾಡುವುದನ್ನು ನಿಲ್ಲಿಸಲಿ (1130, 1721, 1501, 1782)
story-photo (543, 1250, 1119, 1409)
story-text: ಮಾನವ ಹಕ್ಕುಗಳನ್ನು ಗೌರವಿಸುವುದು ಕೇವಲ ಕಾನೂನಾತ್ಮಕ ಜವಾಬ್ದಾರಿಯಲ್ಲ, ಅದು ನ್ಯಾಯಯುತ ಮತ್ತು ಮಾನವೀಯ ಸಮಾಜದ ಅಡಿಪಾಯವಾಗಿದೆ. ಬಲವಾದ ಪ್ರಜಾಪ್ರಭುತ್ವ ಮತ್ತು ಅಂತರ್ಗತ ಸಮಾಜ ನಿರ್ಮಾಣಕ್ಕೆ ಮಾನವ ಹಕ್ಕುಗಳು ಅವಶ್ಯಕ ಎಂದು ಅಭಿಪ್ರಾಯಪಟ್ಟರು. ಶಿಕ್ಷಣ ಸಂಸ್ಥೆಯಲ್ಲಿ ನಡೆದ ಮಾನವ ಹಕ್ಕುಗಳ ದಿನಾಚರಣೆ ಕಾರ್ಯಕ್ರಮದಲ್ಲಿ ವಿದ್ಯಾರ್ಥಿಗಳು, ಶಿಕ್ಷಕರು ಭಾಗವಹಿಸಿದ್ದರು. (1130, 1151, 1311, 1273)
people-group (543, 1672, 1118, 1810)
right-column (1130, 138, 1501, 2318)
photo-and-text (543, 919, 1118, 1194)
imprint-footer: Edited, Printed and Published by B.T. Amuthan M.A. on behalf of M/s Karnataka News Publications (P) Ltd., Printed at Dinasudar Printing Division, Plot No. C-46, Industrial Area, Lokikere Road, Davanagere-05 Ph: 9449440101. RNI No. KAR KAN 2005/16406 (63, 2352, 1479, 2365)
